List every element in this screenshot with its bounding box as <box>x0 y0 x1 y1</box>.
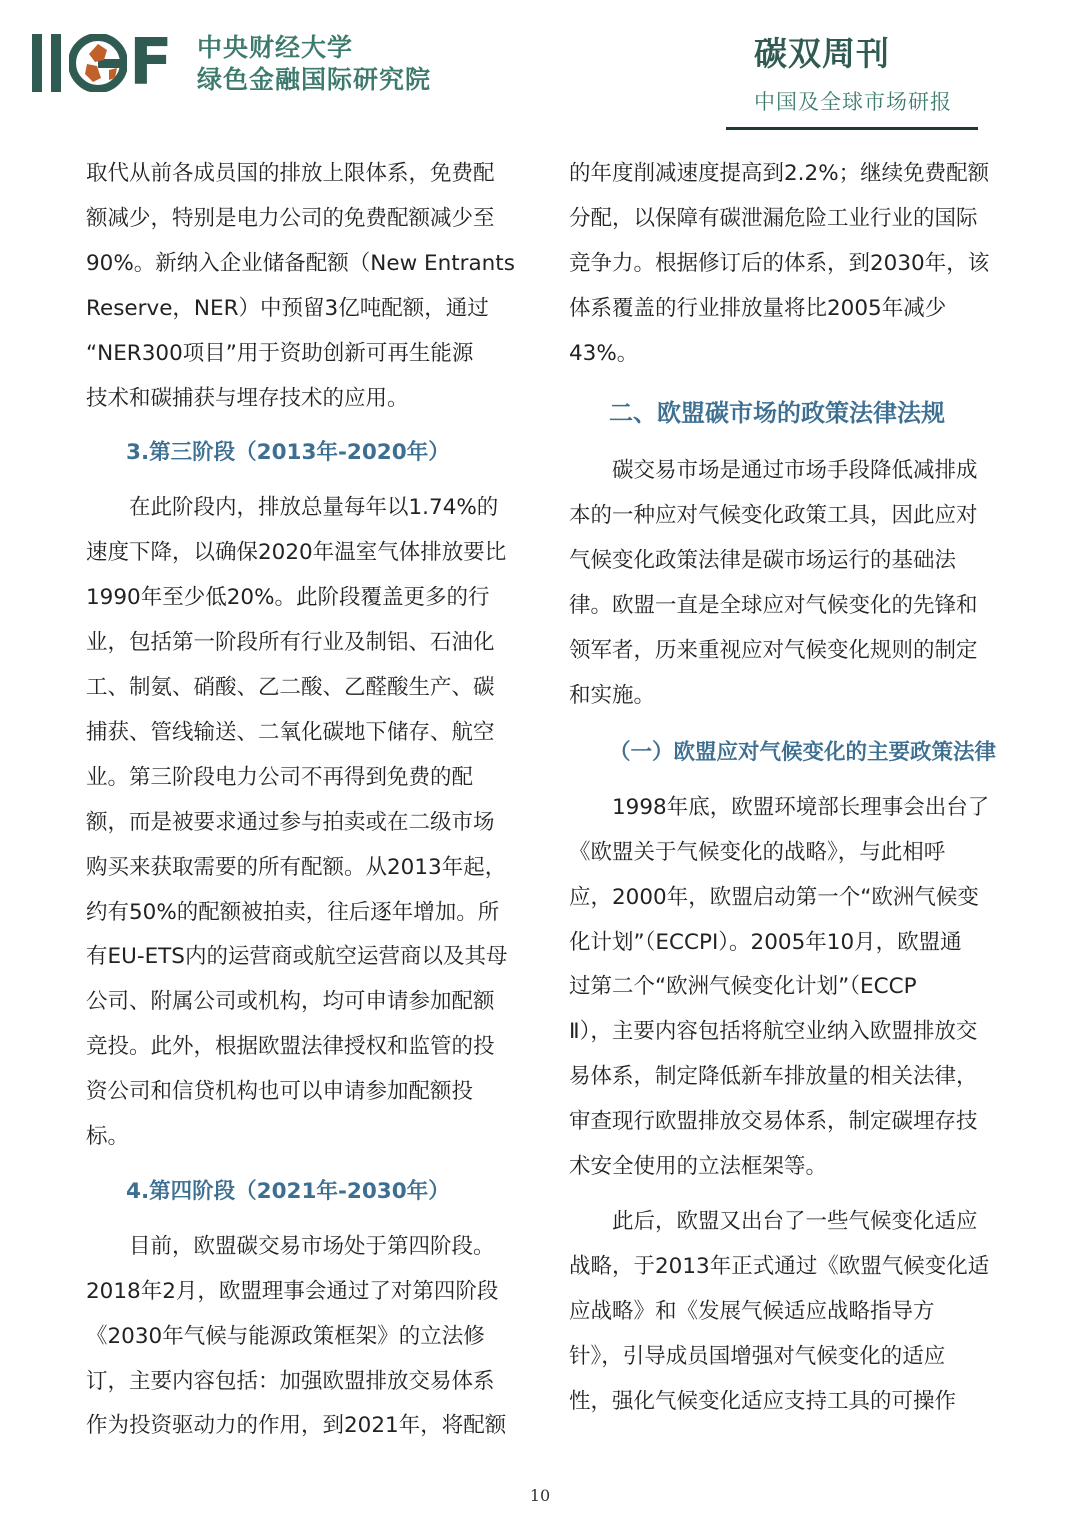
text-line: 90%。新纳入企业储备配额（New Entrants <box>86 250 515 276</box>
text-line: 碳交易市场是通过市场手段降低减排成 <box>612 458 978 484</box>
paragraph-phase-4-cont <box>569 152 999 377</box>
text-line: Ⅱ），主要内容包括将航空业纳入欧盟排放交 <box>569 1019 978 1045</box>
paragraph-ner <box>86 152 516 421</box>
text-line: 易体系，制定降低新车排放量的相关法律， <box>569 1064 978 1090</box>
text-line: 性，强化气候变化适应支持工具的可操作 <box>569 1388 957 1414</box>
paragraph-phase-3 <box>86 486 516 1160</box>
heading-subsection-1: （一）欧盟应对气候变化的主要政策法律 <box>609 739 997 765</box>
text-line: 作为投资驱动力的作用，到2021年，将配额 <box>86 1413 507 1439</box>
text-line: 《欧盟关于气候变化的战略》，与此相呼 <box>569 839 946 865</box>
text-line: 取代从前各成员国的排放上限体系，免费配 <box>86 161 495 186</box>
text-line: 体系覆盖的行业排放量将比2005年减少 <box>569 295 947 321</box>
institute-line-1: 中央财经大学 <box>197 33 354 62</box>
text-line: 领军者，历来重视应对气候变化规则的制定 <box>569 638 978 664</box>
heading-phase-3: 3.第三阶段（2013年-2020年） <box>126 440 450 466</box>
text-line: 化计划”（ECCPI）。2005年10月，欧盟通 <box>569 929 962 955</box>
text-line: 分配，以保障有碳泄漏危险工业行业的国际 <box>569 205 978 231</box>
text-line: 竞投。此外，根据欧盟法律授权和监管的投 <box>86 1034 495 1060</box>
text-line: 律。欧盟一直是全球应对气候变化的先锋和 <box>569 593 978 619</box>
text-line: 和实施。 <box>569 682 656 708</box>
page-number: 10 <box>529 1486 551 1505</box>
text-line: 约有50%的配额被拍卖，往后逐年增加。所 <box>86 899 500 925</box>
text-line: 审查现行欧盟排放交易体系，制定碳埋存技 <box>569 1109 978 1135</box>
text-line: 针》，引导成员国增强对气候变化的适应 <box>569 1343 946 1369</box>
institute-name <box>197 32 431 96</box>
text-line: 捕获、管线输送、二氧化碳地下储存、航空 <box>86 719 495 745</box>
paragraph-adaptation <box>569 1200 999 1425</box>
text-line: 气候变化政策法律是碳市场运行的基础法 <box>569 548 957 574</box>
iigf-logo <box>32 26 173 100</box>
text-line: 在此阶段内，排放总量每年以1.74%的 <box>129 495 499 521</box>
text-line: 术安全使用的立法框架等。 <box>569 1154 828 1180</box>
text-line: 2018年2月，欧盟理事会通过了对第四阶段 <box>86 1278 499 1304</box>
text-line: 应，2000年，欧盟启动第一个“欧洲气候变 <box>569 884 979 910</box>
text-line: 购买来获取需要的所有配额。从2013年起， <box>86 854 507 880</box>
left-column <box>86 152 516 1449</box>
text-line: 应战略》和《发展气候适应战略指导方 <box>569 1298 935 1324</box>
institute-line-2: 绿色金融国际研究院 <box>197 65 432 94</box>
globe-logo-icon <box>69 34 127 92</box>
text-line: 订，主要内容包括：加强欧盟排放交易体系 <box>86 1368 495 1394</box>
text-line: 1998年底，欧盟环境部长理事会出台了 <box>612 794 990 820</box>
text-line: 业。第三阶段电力公司不再得到免费的配 <box>86 764 474 790</box>
text-line: 资公司和信贷机构也可以申请参加配额投 <box>86 1079 474 1105</box>
text-line: 工、制氨、硝酸、乙二酸、乙醛酸生产、碳 <box>86 674 495 700</box>
text-line: 43%。 <box>569 340 639 366</box>
heading-section-2: 二、欧盟碳市场的政策法律法规 <box>609 398 945 427</box>
text-line: 《2030年气候与能源政策框架》的立法修 <box>86 1323 485 1349</box>
text-line: 1990年至少低20%。此阶段覆盖更多的行 <box>86 585 490 611</box>
text-line: 此后，欧盟又出台了一些气候变化适应 <box>612 1208 978 1234</box>
paragraph-phase-4 <box>86 1225 516 1450</box>
text-line: 速度下降，以确保2020年温室气体排放要比 <box>86 540 507 566</box>
text-line: 标。 <box>86 1124 130 1150</box>
text-line: 业，包括第一阶段所有行业及制铝、石油化 <box>86 630 495 656</box>
text-line: 过第二个“欧洲气候变化计划”（ECCP <box>569 974 917 1000</box>
header-rule <box>726 127 978 130</box>
text-line: 目前，欧盟碳交易市场处于第四阶段。 <box>129 1233 495 1259</box>
text-line: “NER300项目”用于资助创新可再生能源 <box>86 340 474 366</box>
text-line: 本的一种应对气候变化政策工具，因此应对 <box>569 503 978 529</box>
text-line: 额，而是被要求通过参与拍卖或在二级市场 <box>86 809 495 835</box>
publication-subtitle: 中国及全球市场研报 <box>754 90 952 114</box>
publication-title: 碳双周刊 <box>754 34 890 73</box>
text-line: 战略，于2013年正式通过《欧盟气候变化适 <box>569 1253 990 1279</box>
logo-letter-f: F <box>129 26 173 100</box>
text-line: 技术和碳捕获与埋存技术的应用。 <box>86 385 409 411</box>
right-column <box>569 152 999 1424</box>
text-line: 公司、附属公司或机构，均可申请参加配额 <box>86 989 495 1015</box>
text-line: Reserve，NER）中预留3亿吨配额，通过 <box>86 295 489 321</box>
logo-letters-ii <box>32 34 61 92</box>
text-line: 竞争力。根据修订后的体系，到2030年，该 <box>569 250 990 276</box>
text-line: 额减少，特别是电力公司的免费配额减少至 <box>86 205 495 231</box>
heading-phase-4: 4.第四阶段（2021年-2030年） <box>126 1178 450 1204</box>
paragraph-policy-intro <box>569 449 999 718</box>
paragraph-eu-strategy <box>569 786 999 1190</box>
text-line: 的年度削减速度提高到2.2%；继续免费配额 <box>569 161 990 186</box>
text-line: 有EU-ETS内的运营商或航空运营商以及其母 <box>86 944 508 970</box>
